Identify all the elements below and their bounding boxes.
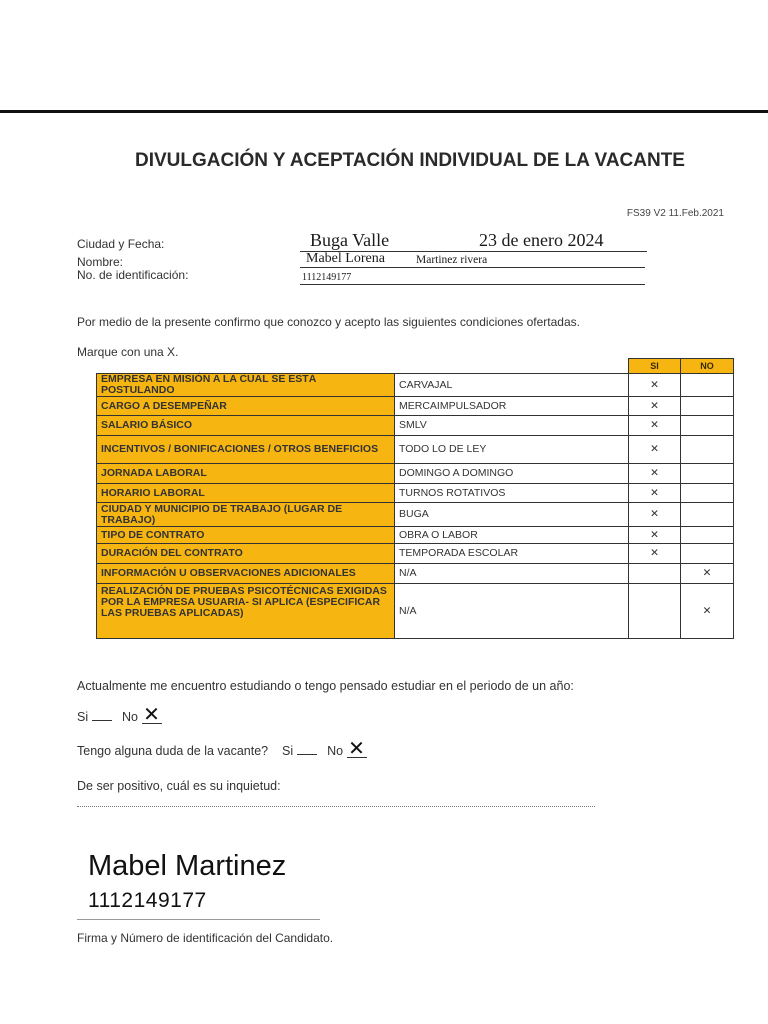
date-value: 23 de enero 2024	[479, 230, 604, 250]
si-checkbox[interactable]: ✕	[629, 416, 681, 436]
table-row	[97, 374, 734, 397]
study-si-label: Si	[77, 710, 89, 724]
table-row	[97, 527, 734, 544]
no-checkbox[interactable]	[681, 374, 734, 397]
si-checkbox[interactable]: ✕	[629, 464, 681, 484]
doubt-no-mark[interactable]: ✕	[348, 738, 365, 760]
no-checkbox[interactable]	[681, 397, 734, 416]
signature-name: Mabel Martinez	[88, 850, 287, 882]
top-rule	[0, 110, 768, 113]
signature-caption: Firma y Número de identificación del Candidato.	[77, 931, 334, 945]
doubt-row	[77, 738, 367, 760]
concern-answer-line[interactable]	[77, 806, 595, 808]
si-checkbox[interactable]: ✕	[629, 484, 681, 503]
mark-instruction: Marque con una X.	[77, 345, 179, 359]
condition-value: TODO LO DE LEY	[395, 436, 629, 464]
condition-value: SMLV	[395, 416, 629, 436]
condition-value: TEMPORADA ESCOLAR	[395, 544, 629, 564]
table-row	[97, 564, 734, 584]
condition-label: INCENTIVOS / BONIFICACIONES / OTROS BENEFICIOS	[97, 436, 395, 464]
si-checkbox[interactable]: ✕	[629, 436, 681, 464]
doubt-question: Tengo alguna duda de la vacante?	[77, 744, 269, 758]
document-title: DIVULGACIÓN Y ACEPTACIÓN INDIVIDUAL DE LA VACANTE	[135, 150, 685, 171]
no-checkbox[interactable]	[681, 503, 734, 527]
condition-label: CIUDAD Y MUNICIPIO DE TRABAJO (LUGAR DE TRABAJO)	[97, 503, 395, 527]
condition-label: JORNADA LABORAL	[97, 464, 395, 484]
no-checkbox[interactable]	[681, 416, 734, 436]
condition-label: HORARIO LABORAL	[97, 484, 395, 503]
condition-label: CARGO A DESEMPEÑAR	[97, 397, 395, 416]
condition-value: OBRA O LABOR	[395, 527, 629, 544]
table-row	[97, 503, 734, 527]
table-row	[97, 484, 734, 503]
table-row	[97, 416, 734, 436]
si-checkbox[interactable]	[629, 584, 681, 639]
study-si-blank[interactable]	[92, 720, 112, 721]
name-label: Nombre:	[77, 255, 124, 269]
si-checkbox[interactable]: ✕	[629, 397, 681, 416]
condition-value: BUGA	[395, 503, 629, 527]
si-checkbox[interactable]	[629, 564, 681, 584]
si-checkbox[interactable]: ✕	[629, 503, 681, 527]
id-value: 1112149177	[302, 272, 352, 283]
table-row	[97, 436, 734, 464]
intro-text: Por medio de la presente confirmo que conozco y acepto las siguientes condiciones ofertadas.	[77, 315, 580, 329]
doubt-si-blank[interactable]	[297, 754, 317, 755]
no-checkbox[interactable]	[681, 484, 734, 503]
condition-value: N/A	[395, 584, 629, 639]
no-checkbox[interactable]	[681, 527, 734, 544]
name-line	[300, 267, 645, 268]
city-date-label: Ciudad y Fecha:	[77, 237, 165, 251]
col-no-header: NO	[681, 359, 734, 374]
table-row	[97, 584, 734, 639]
id-line	[300, 284, 645, 285]
last-names-value: Martinez rivera	[416, 254, 488, 266]
condition-value: MERCAIMPULSADOR	[395, 397, 629, 416]
si-checkbox[interactable]: ✕	[629, 527, 681, 544]
condition-label: EMPRESA EN MISIÓN A LA CUAL SE ESTÁ POSTULANDO	[97, 374, 395, 397]
signature-line	[77, 919, 320, 920]
table-row	[97, 397, 734, 416]
table-row	[97, 464, 734, 484]
no-checkbox[interactable]	[681, 464, 734, 484]
condition-label: INFORMACIÓN U OBSERVACIONES ADICIONALES	[97, 564, 395, 584]
study-question: Actualmente me encuentro estudiando o tengo pensado estudiar en el periodo de un año:	[77, 679, 574, 693]
si-checkbox[interactable]: ✕	[629, 544, 681, 564]
condition-label: DURACIÓN DEL CONTRATO	[97, 544, 395, 564]
condition-value: TURNOS ROTATIVOS	[395, 484, 629, 503]
doubt-si-label: Si	[282, 744, 294, 758]
doubt-no-label: No	[327, 744, 344, 758]
study-answer	[77, 704, 277, 726]
city-value: Buga Valle	[310, 230, 390, 250]
study-no-label: No	[122, 710, 139, 724]
condition-label: SALARIO BÁSICO	[97, 416, 395, 436]
no-checkbox[interactable]: ✕	[681, 584, 734, 639]
form-code: FS39 V2 11.Feb.2021	[626, 208, 724, 219]
no-checkbox[interactable]	[681, 544, 734, 564]
first-names-value: Mabel Lorena	[306, 251, 385, 266]
condition-value: DOMINGO A DOMINGO	[395, 464, 629, 484]
condition-label: REALIZACIÓN DE PRUEBAS PSICOTÉCNICAS EXIGIDAS POR LA EMPRESA USUARIA- SI APLICA (ESPECIFICAR LAS PRUEBAS APLICADAS)	[97, 584, 395, 639]
si-checkbox[interactable]: ✕	[629, 374, 681, 397]
concern-question: De ser positivo, cuál es su inquietud:	[77, 779, 281, 793]
conditions-table	[96, 358, 734, 639]
condition-label: TIPO DE CONTRATO	[97, 527, 395, 544]
no-checkbox[interactable]: ✕	[681, 564, 734, 584]
signature-id: 1112149177	[88, 889, 207, 912]
study-no-mark[interactable]: ✕	[143, 704, 160, 726]
condition-value: CARVAJAL	[395, 374, 629, 397]
col-si-header: SI	[629, 359, 681, 374]
table-row	[97, 544, 734, 564]
condition-value: N/A	[395, 564, 629, 584]
id-label: No. de identificación:	[77, 268, 189, 282]
no-checkbox[interactable]	[681, 436, 734, 464]
